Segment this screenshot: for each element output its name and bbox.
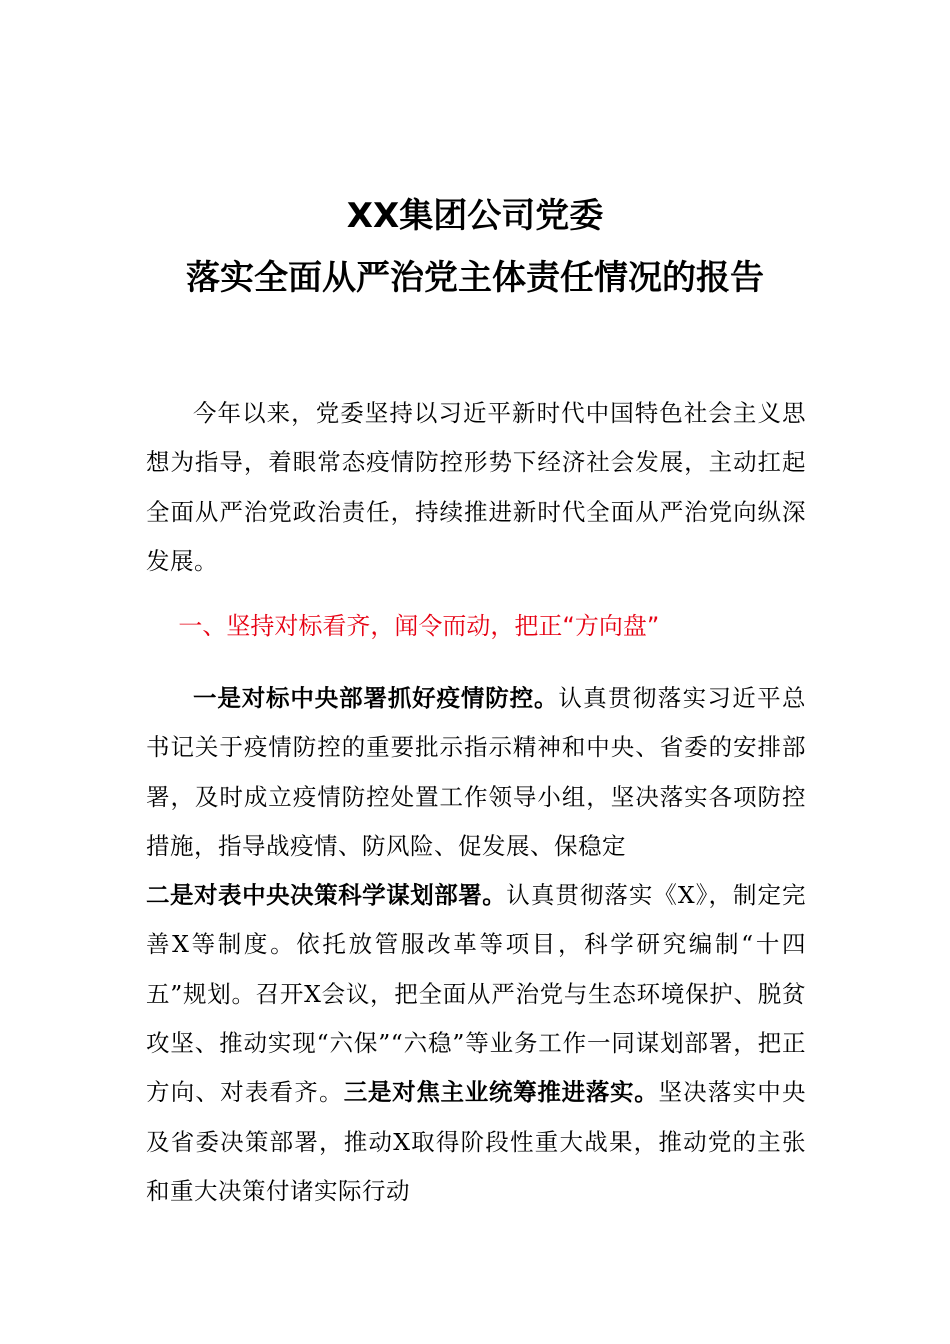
- item-2-paragraph: [146, 871, 806, 1216]
- section-heading-1: 一、坚持对标看齐，闻令而动，把正“方向盘”: [178, 612, 660, 640]
- item-2-lead: 二是对表中央决策科学谋划部署。: [146, 881, 507, 910]
- item-3-text: 坚决落实中央及省委决策部署，推动X取得阶段性重大战果，推动党的主张和重大决策付诸实际行动: [146, 1078, 807, 1205]
- item-1-lead: 一是对标中央部署抓好疫情防控。: [193, 684, 559, 712]
- document-title-line1: XX集团公司党委: [346, 196, 604, 236]
- item-2-text: 认真贯彻落实《X》，制定完善X等制度。依托放管服改革等项目，科学研究编制“十四五”规划。召开X会议，把全面从严治党与生态环境保护、脱贫攻坚、推动实现“六保”“六稳”等业务工作一同谋划部署，把正方向、对表看齐。: [146, 881, 807, 1107]
- intro-paragraph: 今年以来，党委坚持以习近平新时代中国特色社会主义思想为指导，着眼常态疫情防控形势下经济社会发展，主动扛起全面从严治党政治责任，持续推进新时代全面从严治党向纵深发展。: [146, 399, 806, 575]
- item-1-text: 认真贯彻落实习近平总书记关于疫情防控的重要批示指示精神和中央、省委的安排部署，及时成立疫情防控处置工作领导小组，坚决落实各项防控措施，指导战疫情、防风险、促发展、保稳定: [146, 684, 806, 860]
- item-3-lead: 三是对焦主业统筹推进落实。: [343, 1078, 659, 1107]
- document-title-line2: 落实全面从严治党主体责任情况的报告: [186, 258, 764, 298]
- section-1-body: [146, 674, 806, 1216]
